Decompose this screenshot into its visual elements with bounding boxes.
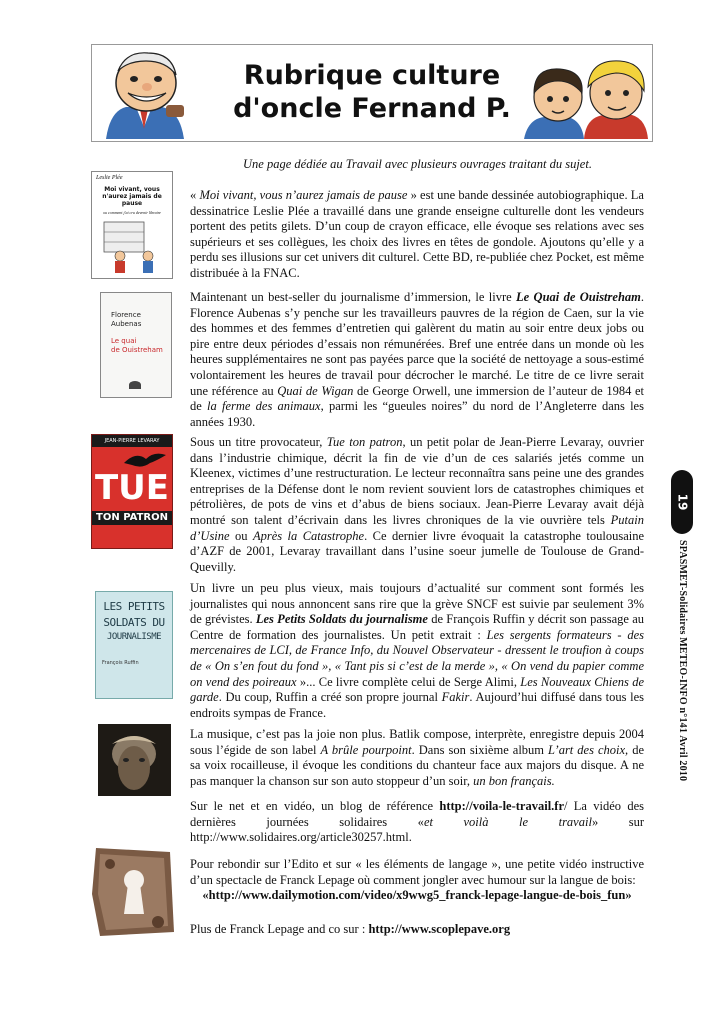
book-title: Les Nouveaux Chiens de garde	[190, 674, 644, 705]
cover-title-1: Le quai	[111, 337, 137, 345]
text-span: Sous un titre provocateur,	[190, 435, 327, 449]
paragraph-batlik	[190, 727, 644, 789]
banner-title	[212, 59, 532, 125]
text-span: Un livre un peu plus vieux, mais toujours d’actualité sur comment sont formés les journalistes qui nous annoncent sans rire que la grève SNCF est suivie par seulement 3% de grévistes.	[190, 581, 644, 627]
cover-title-2: SOLDATS DU	[103, 616, 165, 629]
page-number: 19	[674, 493, 689, 511]
text-span: , un petit polar de Jean-Pierre Levaray, ouvrier dans l’industrie chimique, décrit la fin de vie d’un de ces salariés jetés comme un Kleenex, victimes d’une restructuration. Le lecteur reconnaîtra sans peine une des grandes entreprises de la Défense dont le nom revient souvient lors de catastrophes chimiques et pétrolières, de pots de vins et d’abus de biens sociaux. Jean-Pierre Levaray avait déjà montré son talent d’écrivain dans les livres chroniques de la vie ouvrière tels	[190, 435, 644, 527]
cover-author: JEAN-PIERRE LEVARAY	[92, 435, 172, 447]
intro-text: Une page dédiée au Travail avec plusieurs ouvrages traitant du sujet.	[243, 157, 592, 171]
cover-title-3: JOURNALISME	[106, 632, 162, 642]
text-span: . Du coup, Ruffin a créé son propre journal	[218, 690, 442, 705]
text-span: / La vidéo des dernières journées solidaires «	[190, 799, 645, 829]
cover-author-first: Florence	[111, 311, 141, 319]
text-span: de George Orwell, une immersion de l’auteur de 1984 et de	[190, 383, 645, 414]
cover-title-2: de Ouistreham	[111, 346, 163, 354]
blog-link[interactable]: http://voila-le-travail.fr	[439, 799, 565, 813]
journal-title: Fakir	[441, 690, 470, 705]
paragraph-moi-vivant	[190, 188, 644, 282]
book-title: Putain d’Usine	[190, 512, 644, 543]
header-banner	[91, 44, 653, 142]
book-title: Moi vivant, vous n’aurez jamais de pause	[199, 188, 408, 202]
video-title: et voilà le travail	[423, 814, 592, 829]
album-title: L’art des choix,	[548, 742, 629, 757]
paragraph-tue-ton-patron	[190, 435, 644, 575]
publisher-logo-icon	[129, 381, 141, 389]
cover-title-2: TON PATRON	[92, 511, 172, 525]
book-title: Après la Catastrophe	[252, 528, 365, 543]
book-cover-tue-ton-patron	[91, 434, 173, 549]
cover-cartoon	[100, 218, 164, 274]
cover-title-1: TUE	[94, 468, 170, 508]
text-span: . Ce dernier livre évoquait la catastrophe toulousaine d’AZF de 2001, Levaray travaillant dans l’usine soeur jumelle de Toulouse de Grand-Quevilly.	[190, 528, 645, 574]
batlik-album-photo	[98, 724, 171, 796]
cover-author: François Ruffin	[102, 660, 139, 666]
text-span: » est une bande dessinée autobiographique. La dessinatrice Leslie Plée a travaillé dans une grande enseigne culturelle dont les vendeurs portent des petits gilets. D’un coup de crayon efficace, elle évoque ses relations avec ses supérieurs et ses collègues, les choix des livres en têtes de gondole. Ajoutons qu’elle y a perdu ses illusions sur cet univers dit culturel. Cette BD, re-publiée chez Pocket, est même distribuée à la FNAC.	[190, 188, 644, 280]
banner-title-line-2: d'oncle Fernand P.	[233, 93, 511, 124]
banner-title-line-1: Rubrique culture	[243, 60, 501, 91]
text-span: . Aujourd’hui diffusé dans tous les endroits sympas de France.	[190, 690, 645, 720]
text-span: Plus de Franck Lepage and co sur :	[190, 922, 369, 936]
scoplepave-link[interactable]: http://www.scoplepave.org	[368, 922, 511, 936]
cover-subtitle: ou comment j'ai cru devenir libraire	[103, 210, 161, 215]
book-cover-le-quai	[100, 292, 172, 398]
text-span: . Florence Aubenas s’y penche sur les travailleurs pauvres de la région de Caen, sur la vie des hommes et des femmes d’entretien qui galèrent du matin au soir entre deux jobs ou pire entre deux périodes d’essais non rémunérées. Bref une entrée dans un monde où les heures supplémentaires ne sont pas payées parce que la société de nettoyage a sous-estimé volontairement les heures de travail pour décrocher le marché. Le titre de ce livre serait une référence au	[190, 290, 644, 398]
cover-author: Leslie Plée	[96, 175, 123, 181]
text-span: La musique, c’est pas la joie non plus. Batlik compose, interprète, enregistre depuis 2004 sous l’égide de son label	[190, 727, 644, 757]
book-title: Quai de Wigan	[277, 383, 354, 398]
song-title: un bon français.	[473, 773, 555, 788]
text-span: Sur le net et en vidéo, un blog de référence	[190, 799, 440, 813]
book-title: la ferme des animaux	[207, 399, 321, 414]
text-span: , parmi les “gueules noires” du nord de l’Angleterre dans les années 1930.	[190, 399, 644, 429]
solidaires-link[interactable]: » sur http://www.solidaires.org/article30257.html.	[190, 814, 645, 845]
paragraph-petits-soldats	[190, 581, 644, 721]
children-illustration	[524, 53, 648, 139]
page-number-tab	[671, 470, 693, 534]
paragraph-franck-lepage	[190, 857, 644, 904]
quote-text: Les sergents formateurs - des mercenaires de LCI, de France Info, du Nouvel Observateur - dressent le troufion à coups de « On s’en fout du fond », « Tant pis si c’est de la merde », « On vend du papier comme on vend des poireaux	[190, 627, 644, 689]
book-title: Le Quai de Ouistreham	[516, 290, 641, 304]
cover-author-last: Aubenas	[111, 320, 142, 328]
uncle-fernand-illustration	[96, 49, 192, 139]
text-span: ou	[229, 528, 253, 543]
text-span: de sa voix rocailleuse, il évoque les conditions du chanteur face aux majors du disque. A ne pas manquer la chanson sur son auto stoppeur d’un soir,	[190, 742, 645, 788]
paragraph-le-quai	[190, 290, 644, 430]
keyhole-plate-image	[90, 844, 176, 940]
book-cover-moi-vivant	[91, 171, 173, 279]
cover-title: Moi vivant, vous n'aurez jamais de pause	[102, 186, 162, 207]
paragraph-web-video	[190, 799, 644, 846]
book-cover-petits-soldats	[95, 591, 173, 699]
publication-name: SPASMET-Solidaires METEO-INFO n°141 Avril 2010	[677, 540, 688, 782]
dailymotion-link[interactable]: «http://www.dailymotion.com/video/x9wwg5_franck-lepage-langue-de-bois_fun»	[202, 888, 632, 903]
paragraph-scoplepave	[190, 922, 644, 938]
label-name: A brûle pourpoint	[320, 742, 412, 757]
text-span: . Dans son sixième album	[411, 742, 549, 757]
book-title: Tue ton patron	[326, 435, 403, 449]
cover-title-1: LES PETITS	[103, 600, 165, 613]
text-span: Pour rebondir sur l’Edito et sur « les éléments de langage », une petite vidéo instructive d’un spectacle de Franck Lepage où comment jongler avec humour sur la langue de bois:	[190, 857, 644, 887]
text-span: «	[190, 188, 200, 202]
text-span: Maintenant un best-seller du journalisme d’immersion, le livre	[190, 290, 517, 304]
text-span: de François Ruffin y décrit son passage au Centre de formation des journalistes. Un petit extrait :	[190, 612, 644, 642]
text-span: »... Ce livre complète celui de Serge Alimi,	[296, 674, 521, 689]
book-title: Les Petits Soldats du journalisme	[255, 612, 428, 627]
